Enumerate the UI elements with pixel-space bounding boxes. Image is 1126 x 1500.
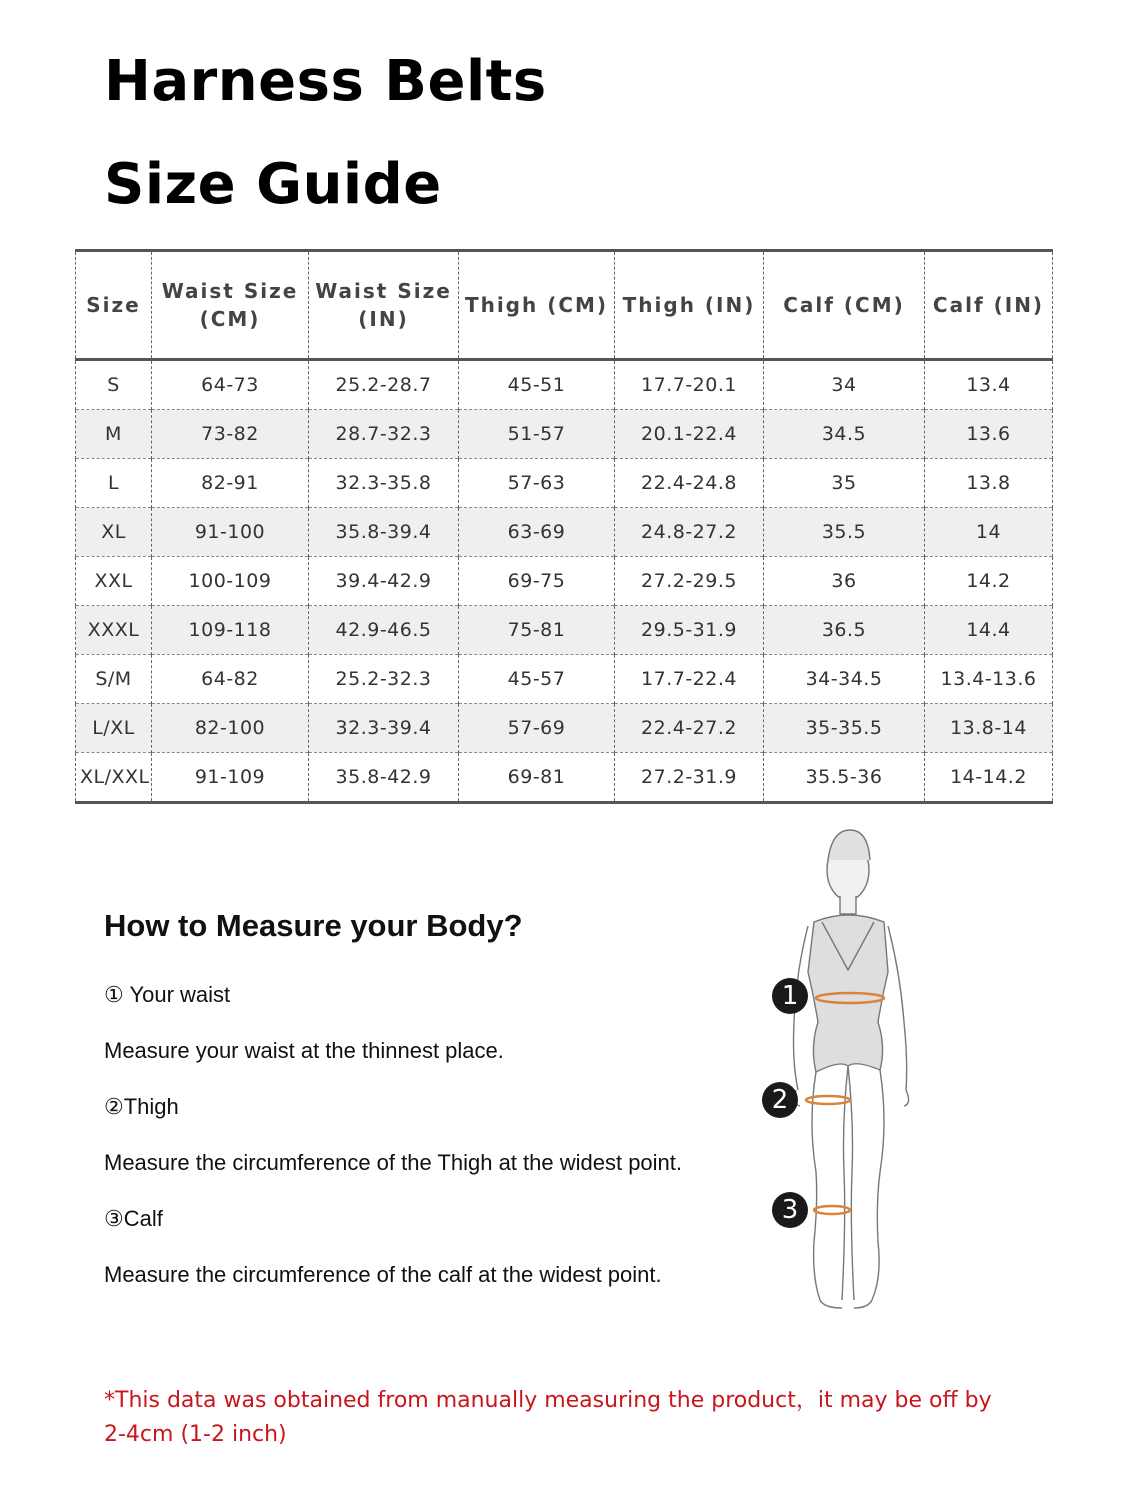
table-row [76, 410, 1053, 459]
table-cell: 29.5-31.9 [615, 606, 764, 655]
header-calf-in: Calf (IN) [925, 251, 1053, 360]
table-cell: M [76, 410, 152, 459]
table-cell: 20.1-22.4 [615, 410, 764, 459]
table-cell: 34.5 [764, 410, 925, 459]
waist-marker: 1 [772, 978, 808, 1014]
table-cell: 51-57 [459, 410, 615, 459]
table-cell: 22.4-24.8 [615, 459, 764, 508]
table-cell: 57-69 [459, 704, 615, 753]
waist-label: ① Your waist [104, 982, 231, 1007]
table-cell: 45-51 [459, 360, 615, 410]
table-row [76, 459, 1053, 508]
table-cell: XXL [76, 557, 152, 606]
table-cell: 35-35.5 [764, 704, 925, 753]
table-cell: 35.8-42.9 [309, 753, 459, 803]
page-title-line-2: Size Guide [104, 152, 442, 217]
table-row [76, 557, 1053, 606]
table-cell: XXXL [76, 606, 152, 655]
table-cell: 91-109 [152, 753, 309, 803]
header-calf-cm: Calf (CM) [764, 251, 925, 360]
table-cell: 14.2 [925, 557, 1053, 606]
table-cell: 82-91 [152, 459, 309, 508]
table-cell: 14 [925, 508, 1053, 557]
table-cell: 69-75 [459, 557, 615, 606]
table-cell: 100-109 [152, 557, 309, 606]
table-row [76, 704, 1053, 753]
how-to-measure-title: How to Measure your Body? [104, 908, 523, 943]
table-cell: 69-81 [459, 753, 615, 803]
table-cell: 14-14.2 [925, 753, 1053, 803]
table-cell: 27.2-31.9 [615, 753, 764, 803]
table-cell: 13.4 [925, 360, 1053, 410]
table-cell: 17.7-22.4 [615, 655, 764, 704]
table-cell: 35.5 [764, 508, 925, 557]
table-row [76, 360, 1053, 410]
header-thigh-in: Thigh (IN) [615, 251, 764, 360]
thigh-marker: 2 [762, 1082, 798, 1118]
table-cell: 13.8 [925, 459, 1053, 508]
size-table-container [75, 249, 1052, 804]
table-cell: 35.8-39.4 [309, 508, 459, 557]
table-cell: 17.7-20.1 [615, 360, 764, 410]
body-outline-icon [756, 822, 996, 1322]
table-cell: 13.8-14 [925, 704, 1053, 753]
table-cell: 91-100 [152, 508, 309, 557]
table-header-row [76, 251, 1053, 360]
disclaimer-note-line-2: 2-4cm (1-2 inch) [104, 1422, 287, 1447]
header-waist-cm: Waist Size (CM) [152, 251, 309, 360]
header-thigh-cm: Thigh (CM) [459, 251, 615, 360]
table-cell: 14.4 [925, 606, 1053, 655]
table-cell: 35 [764, 459, 925, 508]
thigh-label: ②Thigh [104, 1094, 179, 1119]
table-cell: 63-69 [459, 508, 615, 557]
table-cell: XL [76, 508, 152, 557]
table-cell: 34-34.5 [764, 655, 925, 704]
table-cell: 42.9-46.5 [309, 606, 459, 655]
header-waist-in: Waist Size (IN) [309, 251, 459, 360]
table-cell: 36.5 [764, 606, 925, 655]
table-row [76, 655, 1053, 704]
table-row [76, 753, 1053, 803]
table-cell: 25.2-28.7 [309, 360, 459, 410]
size-table [75, 249, 1053, 804]
table-cell: 27.2-29.5 [615, 557, 764, 606]
table-cell: L/XL [76, 704, 152, 753]
table-cell: 82-100 [152, 704, 309, 753]
size-table-body [76, 360, 1053, 803]
body-measurement-illustration [756, 822, 996, 1322]
table-cell: 109-118 [152, 606, 309, 655]
table-cell: 25.2-32.3 [309, 655, 459, 704]
waist-description: Measure your waist at the thinnest place. [104, 1038, 504, 1063]
thigh-description: Measure the circumference of the Thigh at the widest point. [104, 1150, 683, 1175]
table-cell: 32.3-35.8 [309, 459, 459, 508]
table-cell: XL/XXL [76, 753, 152, 803]
table-cell: 39.4-42.9 [309, 557, 459, 606]
table-row [76, 508, 1053, 557]
table-cell: L [76, 459, 152, 508]
page-title-line-1: Harness Belts [104, 49, 547, 114]
table-cell: 45-57 [459, 655, 615, 704]
table-row [76, 606, 1053, 655]
table-cell: 22.4-27.2 [615, 704, 764, 753]
table-cell: 73-82 [152, 410, 309, 459]
table-cell: 13.6 [925, 410, 1053, 459]
table-cell: 35.5-36 [764, 753, 925, 803]
table-cell: 64-73 [152, 360, 309, 410]
table-cell: 64-82 [152, 655, 309, 704]
table-cell: 34 [764, 360, 925, 410]
table-cell: 36 [764, 557, 925, 606]
table-cell: 75-81 [459, 606, 615, 655]
table-cell: 24.8-27.2 [615, 508, 764, 557]
disclaimer-note-line-1: *This data was obtained from manually measuring the product，it may be off by [104, 1388, 992, 1413]
calf-marker: 3 [772, 1192, 808, 1228]
header-size: Size [76, 251, 152, 360]
calf-label: ③Calf [104, 1206, 163, 1231]
table-cell: 13.4-13.6 [925, 655, 1053, 704]
table-cell: 32.3-39.4 [309, 704, 459, 753]
table-cell: 28.7-32.3 [309, 410, 459, 459]
calf-description: Measure the circumference of the calf at the widest point. [104, 1262, 662, 1287]
table-cell: 57-63 [459, 459, 615, 508]
table-cell: S/M [76, 655, 152, 704]
table-cell: S [76, 360, 152, 410]
